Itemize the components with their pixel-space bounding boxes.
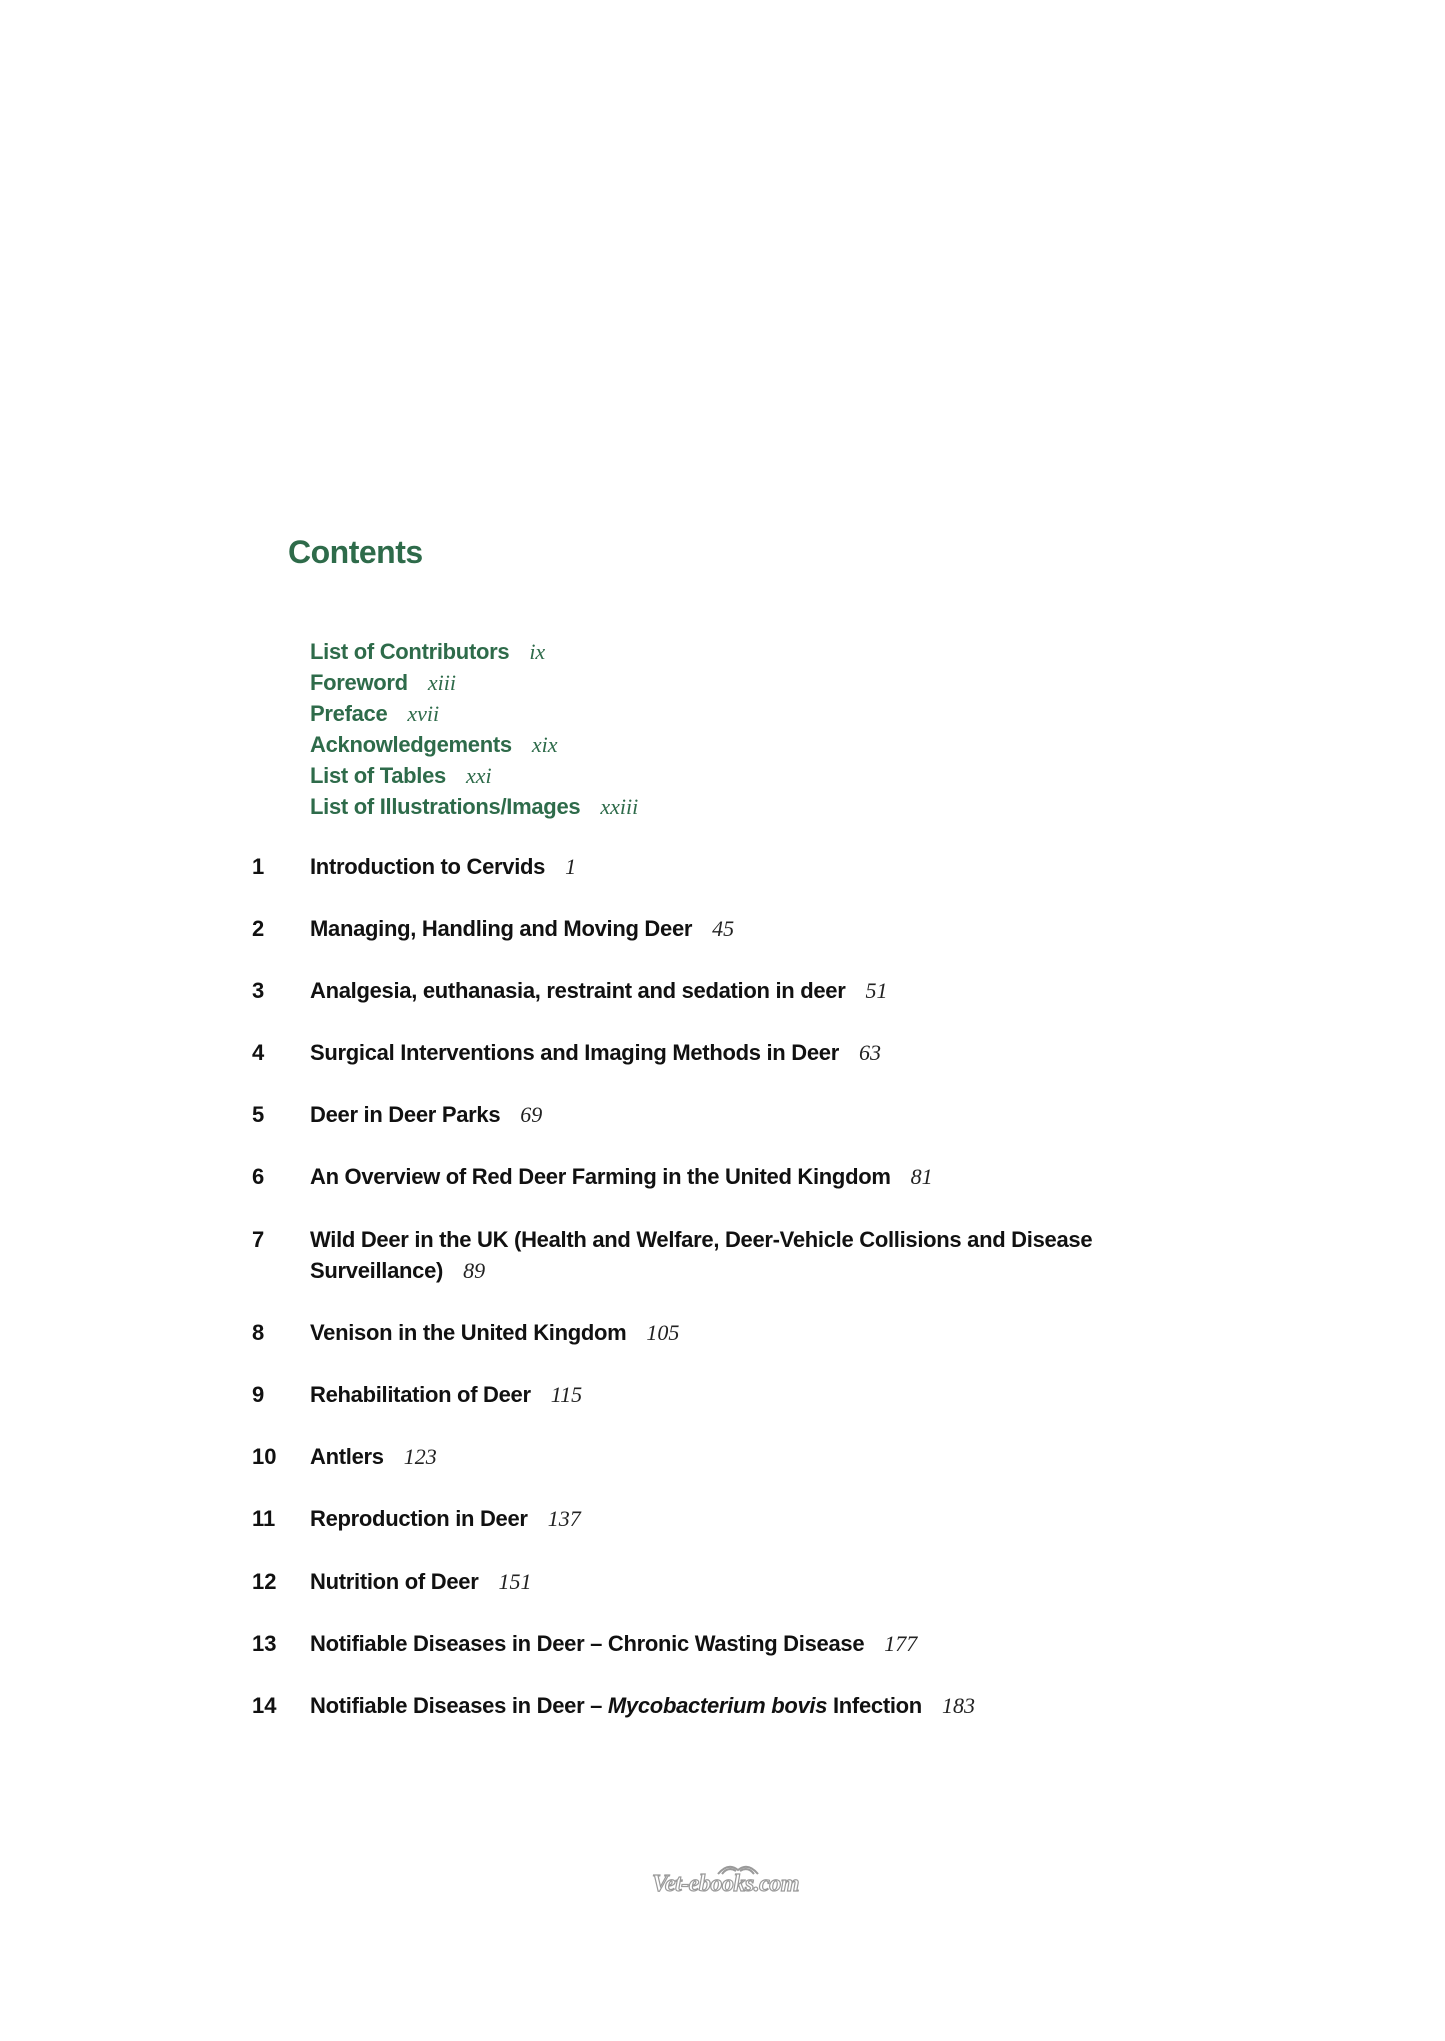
chapter-page: 115	[550, 1382, 583, 1407]
chapter-number: 2	[252, 916, 265, 941]
chapter-number: 11	[252, 1506, 276, 1531]
chapter-number: 1	[252, 854, 265, 879]
front-matter-item[interactable]	[310, 636, 638, 667]
front-matter-item[interactable]	[310, 667, 638, 698]
chapter-page: 81	[910, 1164, 933, 1189]
chapter-title: Antlers	[310, 1444, 384, 1469]
chapter-number: 14	[252, 1693, 277, 1718]
chapter-number: 8	[252, 1320, 265, 1345]
chapter-number: 10	[252, 1444, 277, 1469]
chapter-page: 89	[463, 1258, 486, 1283]
front-matter-label: List of Tables	[310, 763, 446, 788]
chapter-title: Venison in the United Kingdom	[310, 1320, 627, 1345]
chapter-number: 4	[252, 1040, 265, 1065]
chapter-title: Introduction to Cervids	[310, 854, 546, 879]
chapter-page: 123	[403, 1444, 437, 1469]
chapter-title: Managing, Handling and Moving Deer	[310, 916, 693, 941]
chapter-title-italic: Mycobacterium bovis	[607, 1693, 828, 1718]
front-matter-page: xxi	[465, 763, 492, 788]
chapter-page: 45	[712, 916, 735, 941]
front-matter-page: xxiii	[600, 794, 639, 819]
chapter-title: Notifiable Diseases in Deer – Chronic Wasting Disease	[310, 1631, 865, 1656]
chapter-title: Analgesia, euthanasia, restraint and sedation in deer	[310, 978, 846, 1003]
front-matter-item[interactable]	[310, 729, 638, 760]
chapter-page: 51	[865, 978, 888, 1003]
chapter-number: 5	[252, 1102, 265, 1127]
chapter-page: 151	[498, 1569, 532, 1594]
chapter-page: 177	[884, 1631, 918, 1656]
chapter-page: 183	[941, 1693, 975, 1718]
front-matter-list	[310, 636, 638, 822]
front-matter-label: Foreword	[310, 670, 408, 695]
chapter-page: 137	[547, 1506, 581, 1531]
chapter-number: 7	[252, 1227, 265, 1252]
chapter-page: 69	[520, 1102, 543, 1127]
chapter-title: Wild Deer in the UK (Health and Welfare, Deer-Vehicle Collisions and Disease Surveillance)	[310, 1227, 1093, 1283]
chapter-title: Surgical Interventions and Imaging Methods in Deer	[310, 1040, 839, 1065]
chapter-number: 12	[252, 1569, 277, 1594]
chapter-title-part: Infection	[827, 1693, 922, 1718]
front-matter-label: List of Illustrations/Images	[310, 794, 581, 819]
front-matter-page: xiii	[427, 670, 456, 695]
chapter-title: Deer in Deer Parks	[310, 1102, 501, 1127]
chapter-title: Nutrition of Deer	[310, 1569, 479, 1594]
chapter-number: 9	[252, 1382, 265, 1407]
chapter-title: An Overview of Red Deer Farming in the United Kingdom	[310, 1164, 891, 1189]
front-matter-item[interactable]	[310, 760, 638, 791]
front-matter-page: xix	[531, 732, 558, 757]
front-matter-label: Preface	[310, 701, 388, 726]
front-matter-label: List of Contributors	[310, 639, 510, 664]
front-matter-item[interactable]	[310, 698, 638, 729]
chapter-page: 63	[858, 1040, 881, 1065]
watermark-text: Vet-ebooks.com	[652, 1871, 799, 1897]
front-matter-label: Acknowledgements	[310, 732, 512, 757]
chapter-title: Reproduction in Deer	[310, 1506, 528, 1531]
chapter-page: 105	[646, 1320, 680, 1345]
chapter-title-part: Notifiable Diseases in Deer –	[310, 1693, 608, 1718]
chapter-number: 6	[252, 1164, 265, 1189]
front-matter-page: xvii	[407, 701, 440, 726]
chapter-number: 3	[252, 978, 265, 1003]
chapter-title: Rehabilitation of Deer	[310, 1382, 531, 1407]
chapter-page: 1	[565, 854, 577, 879]
page-title: Contents	[288, 534, 423, 570]
chapter-number: 13	[252, 1631, 277, 1656]
front-matter-page: ix	[529, 639, 546, 664]
watermark-logo	[648, 1858, 818, 1898]
front-matter-item[interactable]	[310, 791, 638, 822]
chapter-title	[310, 1693, 922, 1718]
